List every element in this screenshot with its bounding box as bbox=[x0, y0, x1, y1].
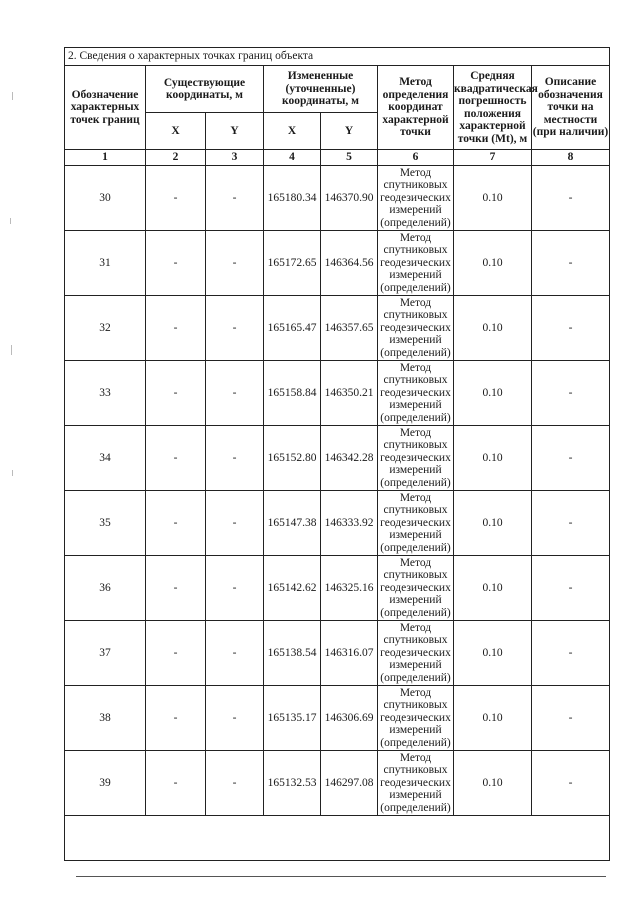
scan-mark bbox=[10, 218, 11, 224]
existing-x: - bbox=[146, 491, 206, 556]
header-existing-y: Y bbox=[206, 113, 264, 150]
existing-y: - bbox=[206, 361, 264, 426]
point-number: 30 bbox=[65, 166, 146, 231]
empty-row bbox=[65, 816, 610, 861]
existing-x: - bbox=[146, 296, 206, 361]
changed-y: 146370.90 bbox=[321, 166, 378, 231]
table-row bbox=[65, 166, 610, 231]
changed-y: 146342.28 bbox=[321, 426, 378, 491]
changed-x: 165172.65 bbox=[264, 231, 321, 296]
changed-y: 146306.69 bbox=[321, 686, 378, 751]
description: - bbox=[532, 686, 610, 751]
existing-y: - bbox=[206, 491, 264, 556]
method: Метод спутниковых геодезических измерений (определений) bbox=[378, 491, 454, 556]
mean-error: 0.10 bbox=[454, 621, 532, 686]
mean-error: 0.10 bbox=[454, 491, 532, 556]
existing-y: - bbox=[206, 231, 264, 296]
column-number: 2 bbox=[146, 150, 206, 166]
existing-y: - bbox=[206, 166, 264, 231]
header-point-designation: Обозначение характерных точек границ bbox=[65, 66, 146, 150]
method: Метод спутниковых геодезических измерений (определений) bbox=[378, 231, 454, 296]
column-number: 5 bbox=[321, 150, 378, 166]
scan-mark bbox=[11, 345, 12, 355]
changed-y: 146364.56 bbox=[321, 231, 378, 296]
description: - bbox=[532, 751, 610, 816]
method: Метод спутниковых геодезических измерений (определений) bbox=[378, 751, 454, 816]
existing-x: - bbox=[146, 231, 206, 296]
mean-error: 0.10 bbox=[454, 166, 532, 231]
header-row bbox=[65, 66, 610, 113]
header-changed-x: X bbox=[264, 113, 321, 150]
point-number: 31 bbox=[65, 231, 146, 296]
column-number: 3 bbox=[206, 150, 264, 166]
mean-error: 0.10 bbox=[454, 556, 532, 621]
empty-cell bbox=[65, 816, 610, 861]
header-changed-coordinates: Измененные (уточненные) координаты, м bbox=[264, 66, 378, 113]
changed-y: 146297.08 bbox=[321, 751, 378, 816]
mean-error: 0.10 bbox=[454, 296, 532, 361]
header-mean-error: Средняя квадратическая погрешность положения характерной точки (Mt), м bbox=[454, 66, 532, 150]
mean-error: 0.10 bbox=[454, 751, 532, 816]
method: Метод спутниковых геодезических измерений (определений) bbox=[378, 166, 454, 231]
description: - bbox=[532, 166, 610, 231]
bottom-rule bbox=[76, 876, 606, 877]
column-number: 4 bbox=[264, 150, 321, 166]
mean-error: 0.10 bbox=[454, 426, 532, 491]
header-method: Метод определения координат характерной точки bbox=[378, 66, 454, 150]
description: - bbox=[532, 491, 610, 556]
existing-y: - bbox=[206, 556, 264, 621]
point-number: 34 bbox=[65, 426, 146, 491]
description: - bbox=[532, 296, 610, 361]
section-title: 2. Сведения о характерных точках границ объекта bbox=[65, 48, 610, 66]
changed-x: 165165.47 bbox=[264, 296, 321, 361]
changed-x: 165158.84 bbox=[264, 361, 321, 426]
method: Метод спутниковых геодезических измерений (определений) bbox=[378, 361, 454, 426]
table-row bbox=[65, 621, 610, 686]
table-row bbox=[65, 751, 610, 816]
boundary-points-table bbox=[64, 47, 610, 861]
header-changed-y: Y bbox=[321, 113, 378, 150]
changed-x: 165138.54 bbox=[264, 621, 321, 686]
description: - bbox=[532, 426, 610, 491]
description: - bbox=[532, 361, 610, 426]
description: - bbox=[532, 231, 610, 296]
existing-x: - bbox=[146, 556, 206, 621]
point-number: 38 bbox=[65, 686, 146, 751]
changed-x: 165142.62 bbox=[264, 556, 321, 621]
changed-y: 146350.21 bbox=[321, 361, 378, 426]
header-existing-x: X bbox=[146, 113, 206, 150]
existing-y: - bbox=[206, 686, 264, 751]
mean-error: 0.10 bbox=[454, 231, 532, 296]
point-number: 33 bbox=[65, 361, 146, 426]
description: - bbox=[532, 556, 610, 621]
method: Метод спутниковых геодезических измерений (определений) bbox=[378, 426, 454, 491]
existing-y: - bbox=[206, 751, 264, 816]
existing-x: - bbox=[146, 621, 206, 686]
point-number: 39 bbox=[65, 751, 146, 816]
section-title-row bbox=[65, 48, 610, 66]
table-row bbox=[65, 296, 610, 361]
changed-x: 165152.80 bbox=[264, 426, 321, 491]
point-number: 32 bbox=[65, 296, 146, 361]
method: Метод спутниковых геодезических измерений (определений) bbox=[378, 296, 454, 361]
description: - bbox=[532, 621, 610, 686]
changed-y: 146316.07 bbox=[321, 621, 378, 686]
table-row bbox=[65, 556, 610, 621]
table-row bbox=[65, 426, 610, 491]
header-existing-coordinates: Существующие координаты, м bbox=[146, 66, 264, 113]
changed-x: 165135.17 bbox=[264, 686, 321, 751]
changed-y: 146357.65 bbox=[321, 296, 378, 361]
table-row bbox=[65, 361, 610, 426]
changed-x: 165147.38 bbox=[264, 491, 321, 556]
column-number: 1 bbox=[65, 150, 146, 166]
point-number: 36 bbox=[65, 556, 146, 621]
scan-mark bbox=[12, 92, 13, 100]
header-description: Описание обозначения точки на местности (при наличии) bbox=[532, 66, 610, 150]
point-number: 37 bbox=[65, 621, 146, 686]
method: Метод спутниковых геодезических измерений (определений) bbox=[378, 621, 454, 686]
existing-x: - bbox=[146, 166, 206, 231]
table-row bbox=[65, 231, 610, 296]
column-number: 6 bbox=[378, 150, 454, 166]
existing-y: - bbox=[206, 426, 264, 491]
method: Метод спутниковых геодезических измерений (определений) bbox=[378, 556, 454, 621]
scan-mark bbox=[12, 470, 13, 476]
existing-x: - bbox=[146, 751, 206, 816]
existing-y: - bbox=[206, 621, 264, 686]
table-row bbox=[65, 686, 610, 751]
changed-x: 165180.34 bbox=[264, 166, 321, 231]
point-number: 35 bbox=[65, 491, 146, 556]
column-number: 8 bbox=[532, 150, 610, 166]
mean-error: 0.10 bbox=[454, 686, 532, 751]
column-number: 7 bbox=[454, 150, 532, 166]
changed-x: 165132.53 bbox=[264, 751, 321, 816]
existing-x: - bbox=[146, 361, 206, 426]
existing-x: - bbox=[146, 426, 206, 491]
table-row bbox=[65, 491, 610, 556]
existing-x: - bbox=[146, 686, 206, 751]
mean-error: 0.10 bbox=[454, 361, 532, 426]
changed-y: 146333.92 bbox=[321, 491, 378, 556]
column-number-row bbox=[65, 150, 610, 166]
changed-y: 146325.16 bbox=[321, 556, 378, 621]
existing-y: - bbox=[206, 296, 264, 361]
method: Метод спутниковых геодезических измерений (определений) bbox=[378, 686, 454, 751]
